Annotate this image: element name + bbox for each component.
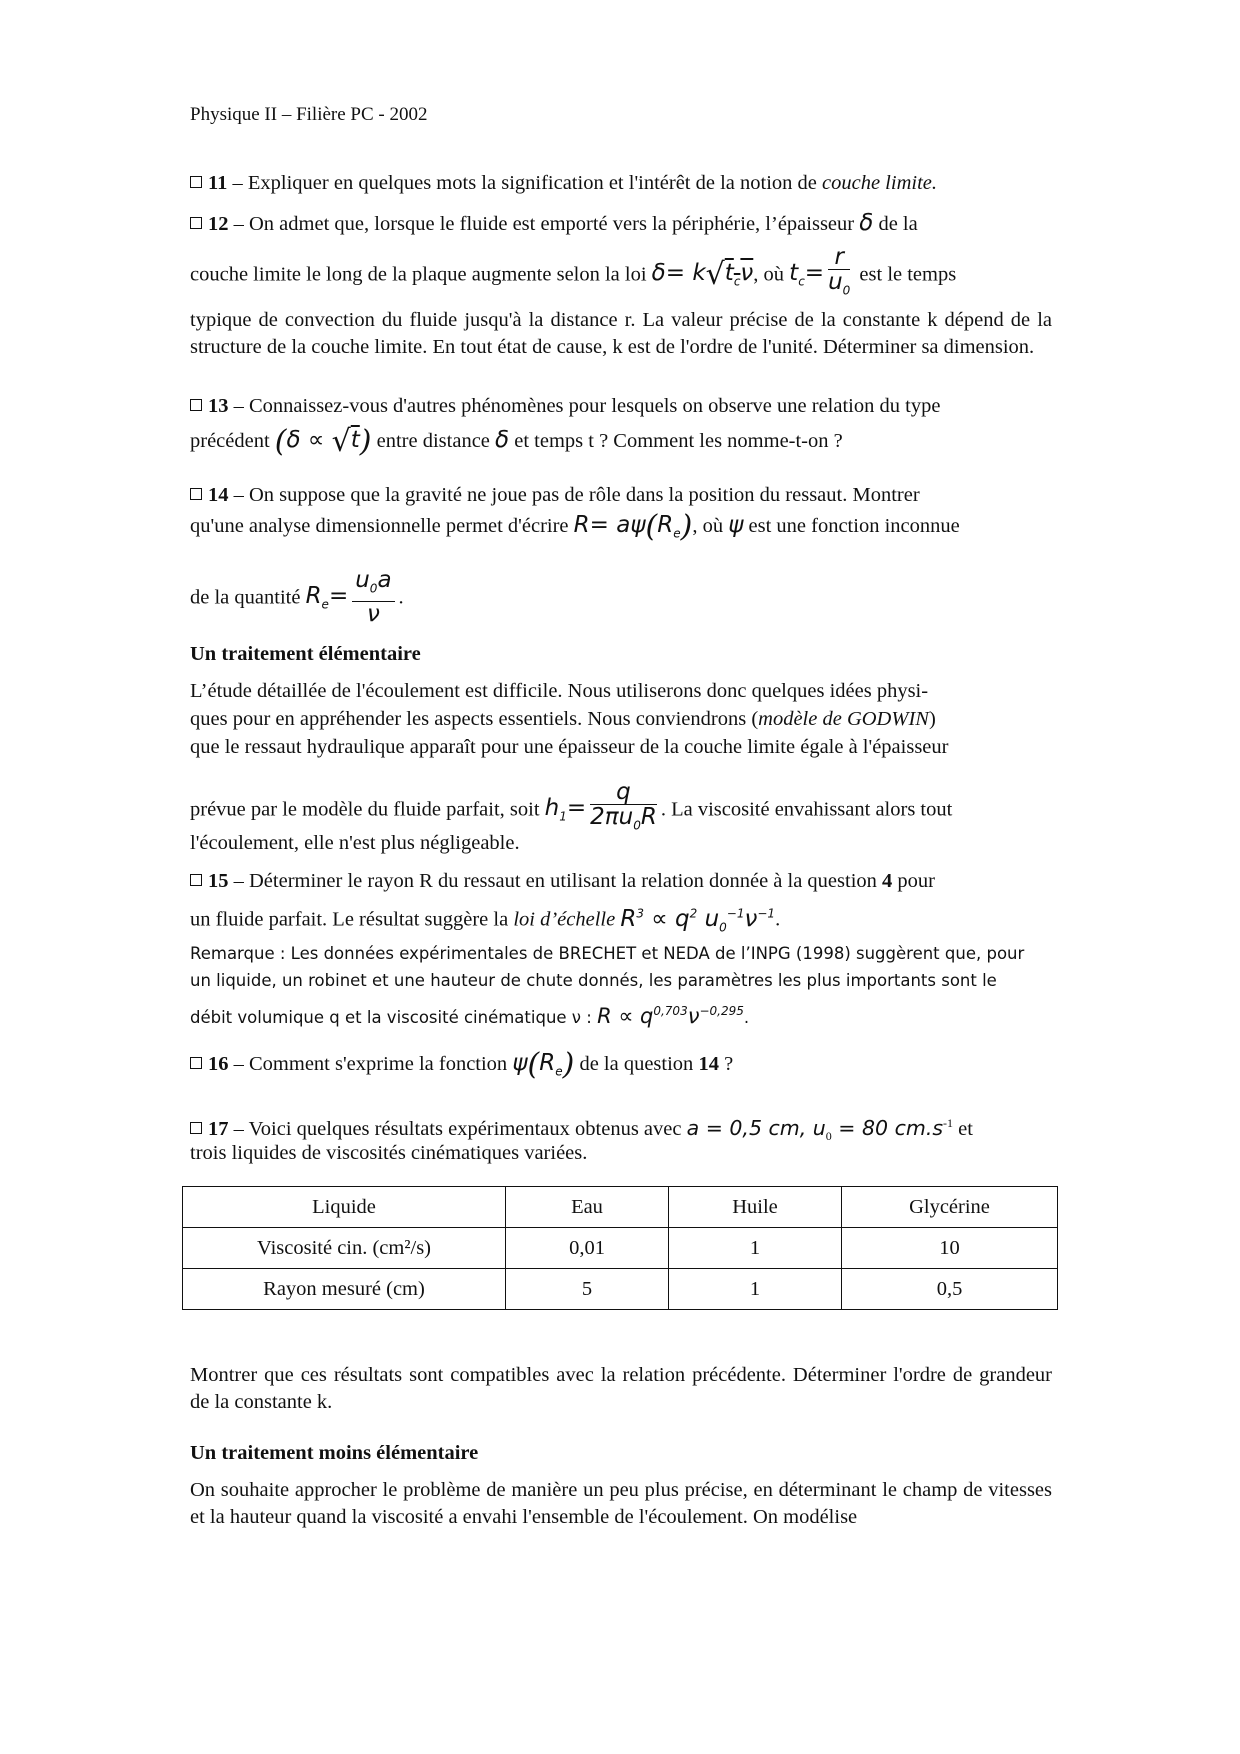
checkbox-icon — [190, 1122, 202, 1134]
question-text: – Connaissez-vous d'autres phénomènes pour lesquels on observe une relation du type — [228, 395, 941, 417]
remark-line: débit volumique q et la viscosité cinématique ν : $R \propto q^{0,703}\nu^{-0,295}$. — [190, 1004, 750, 1028]
question-ref: 4 — [882, 870, 893, 892]
checkbox-icon — [190, 176, 202, 188]
question-values: = 80 cm.s — [831, 1115, 944, 1140]
question-14-line2 — [190, 509, 1052, 548]
question-14-line1 — [190, 482, 1052, 509]
question-text: précédent — [190, 430, 275, 452]
paragraph-line — [190, 780, 1052, 838]
question-text: et temps t ? Comment les nomme-t-on ? — [509, 430, 843, 452]
paragraph: Montrer que ces résultats sont compatibles avec la relation précédente. Déterminer l'ordre de grandeur de la constante k. — [190, 1364, 1052, 1413]
question-number: 14 — [208, 484, 229, 506]
question-text: pour — [892, 870, 935, 892]
question-text: un fluide parfait. Le résultat suggère la — [190, 908, 514, 931]
table-header-cell: Huile — [669, 1187, 842, 1228]
question-12-rest: typique de convection du fluide jusqu'à la distance r. La valeur précise de la constante k dépend de la structure de la couche limite. En tout état de cause, k est de l'ordre de l'unité. Déterminer sa dimension. — [190, 309, 1052, 358]
question-15-line1 — [190, 868, 1052, 895]
table-row — [183, 1228, 1058, 1269]
table-cell: 5 — [506, 1269, 669, 1310]
section-heading: Un traitement moins élémentaire — [190, 1442, 479, 1464]
question-emphasis: couche limite. — [822, 172, 937, 194]
checkbox-icon — [190, 488, 202, 500]
question-14-line3: de la quantité $R_e=$ $\frac{u_0a}{\nu}$ . — [190, 567, 404, 627]
question-number: 13 — [208, 395, 229, 417]
question-text: entre distance — [371, 430, 496, 452]
question-12-line1 — [190, 210, 1052, 238]
results-table — [182, 1186, 1058, 1310]
paragraph-text: ques pour en appréhender les aspects essentiels. Nous conviendrons ( — [190, 708, 759, 730]
page-header: Physique II – Filière PC - 2002 — [190, 104, 428, 125]
paragraph: On souhaite approcher le problème de manière un peu plus précise, en déterminant le champ de vitesses et la hauteur quand la viscosité a envahi l'ensemble de l'écoulement. On modélise — [190, 1479, 1052, 1528]
table-row — [183, 1269, 1058, 1310]
question-16 — [190, 1047, 1052, 1086]
table-header-cell: Liquide — [183, 1187, 506, 1228]
checkbox-icon — [190, 217, 202, 229]
question-text: qu'une analyse dimensionnelle permet d'écrire — [190, 515, 574, 537]
paragraph-line: L’étude détaillée de l'écoulement est difficile. Nous utiliserons donc quelques idées physi- — [190, 680, 929, 702]
question-13-line2 — [190, 424, 1052, 459]
table-header-cell: Glycérine — [842, 1187, 1058, 1228]
question-values: a = 0,5 cm, u — [686, 1115, 826, 1140]
question-text: – Comment s'exprime la fonction — [228, 1053, 513, 1075]
table-cell: 1 — [669, 1228, 842, 1269]
question-11 — [190, 170, 1052, 197]
question-text: est le temps — [854, 263, 957, 286]
paragraph-line: l'écoulement, elle n'est plus négligeable. — [190, 832, 520, 854]
table-cell: 0,01 — [506, 1228, 669, 1269]
question-text: – Voici quelques résultats expérimentaux obtenus avec — [228, 1117, 687, 1140]
question-text: couche limite le long de la plaque augmente selon la loi — [190, 263, 652, 286]
table-cell: 1 — [669, 1269, 842, 1310]
question-text: de la — [873, 213, 918, 235]
question-text: ? — [718, 1053, 734, 1075]
question-text: est une fonction inconnue — [743, 515, 960, 537]
paragraph-text: . La viscosité envahissant alors tout — [660, 798, 953, 821]
question-17-line2: trois liquides de viscosités cinématiques variées. — [190, 1142, 588, 1164]
table-header-cell: Eau — [506, 1187, 669, 1228]
question-15-line2 — [190, 900, 1052, 941]
delta-symbol: δ — [859, 210, 874, 236]
remark-line: Remarque : Les données expérimentales de BRECHET et NEDA de l’INPG (1998) suggèrent que, pour — [190, 944, 1025, 963]
formula-remark: $R \propto q^{0,703}\nu^{-0,295}$ — [597, 1004, 744, 1028]
question-text: – Déterminer le rayon R du ressaut en utilisant la relation donnée à la question — [228, 870, 883, 892]
question-text: et — [953, 1117, 973, 1140]
question-text: – On suppose que la gravité ne joue pas de rôle dans la position du ressaut. Montrer — [228, 484, 920, 506]
question-ref: 14 — [698, 1053, 719, 1075]
paragraph-line — [190, 706, 1052, 733]
table-cell: 0,5 — [842, 1269, 1058, 1310]
paragraph-line: que le ressaut hydraulique apparaît pour une épaisseur de la couche limite égale à l'épaisseur — [190, 736, 949, 758]
question-number: 16 — [208, 1053, 229, 1075]
formula-psi-Re: $\psi(R_e)$ — [512, 1047, 575, 1082]
formula-delta: $\delta= k√t_c\nu$ — [651, 257, 754, 293]
remark-text: débit volumique q et la viscosité cinématique ν : — [190, 1008, 598, 1027]
question-text: – On admet que, lorsque le fluide est emporté vers la périphérie, l’épaisseur — [228, 213, 860, 235]
question-text: , où — [692, 515, 729, 537]
paragraph-text: ) — [928, 708, 936, 730]
question-17-line1: 17 – Voici quelques résultats expérimentaux obtenus avec a = 0,5 cm, $u_0 = 80$ $cm.s^{-1}$ et — [190, 1110, 1052, 1150]
question-text: . — [775, 908, 781, 931]
question-text: , où — [753, 263, 790, 286]
psi-symbol: ψ — [728, 512, 744, 538]
checkbox-icon — [190, 399, 202, 411]
formula-Re: $R_e=$ $\frac{u_0a}{\nu}$ — [306, 583, 399, 609]
question-text: de la question — [574, 1053, 699, 1075]
question-text: de la quantité — [190, 586, 306, 609]
formula-scaling: $R^3 \propto q^2$ $u_0^{-1}\nu^{-1}$ — [620, 905, 776, 935]
question-emphasis: loi d’échelle — [513, 908, 616, 931]
table-cell: Rayon mesuré (cm) — [183, 1269, 506, 1310]
checkbox-icon — [190, 874, 202, 886]
table-cell: 10 — [842, 1228, 1058, 1269]
question-13-line1 — [190, 393, 1052, 420]
checkbox-icon — [190, 1057, 202, 1069]
remark-line: un liquide, un robinet et une hauteur de chute donnés, les paramètres les plus importants sont le — [190, 971, 997, 990]
table-header-row — [183, 1187, 1058, 1228]
table-cell: Viscosité cin. (cm²/s) — [183, 1228, 506, 1269]
delta-symbol: δ — [495, 427, 510, 453]
question-number: 12 — [208, 213, 229, 235]
formula-tc: $t_c=$ $\frac{r}{u_0}$ — [789, 244, 851, 298]
question-number: 11 — [208, 172, 228, 194]
formula-sqrt-t: (δ ∝ √t) — [274, 424, 372, 459]
question-text: – Expliquer en quelques mots la signification et l'intérêt de la notion de — [227, 172, 823, 194]
paragraph-text: prévue par le modèle du fluide parfait, soit — [190, 798, 545, 821]
formula-R: $R= a\psi(R_e)$ — [573, 509, 693, 544]
question-number: 17 — [208, 1117, 229, 1140]
paragraph-emphasis: modèle de GODWIN — [758, 708, 929, 730]
question-number: 15 — [208, 870, 229, 892]
question-12-line2 — [190, 245, 1052, 303]
section-heading: Un traitement élémentaire — [190, 643, 421, 665]
formula-h1: $h_1=$ $\frac{q}{2\pi u_0R}$ — [544, 779, 657, 833]
